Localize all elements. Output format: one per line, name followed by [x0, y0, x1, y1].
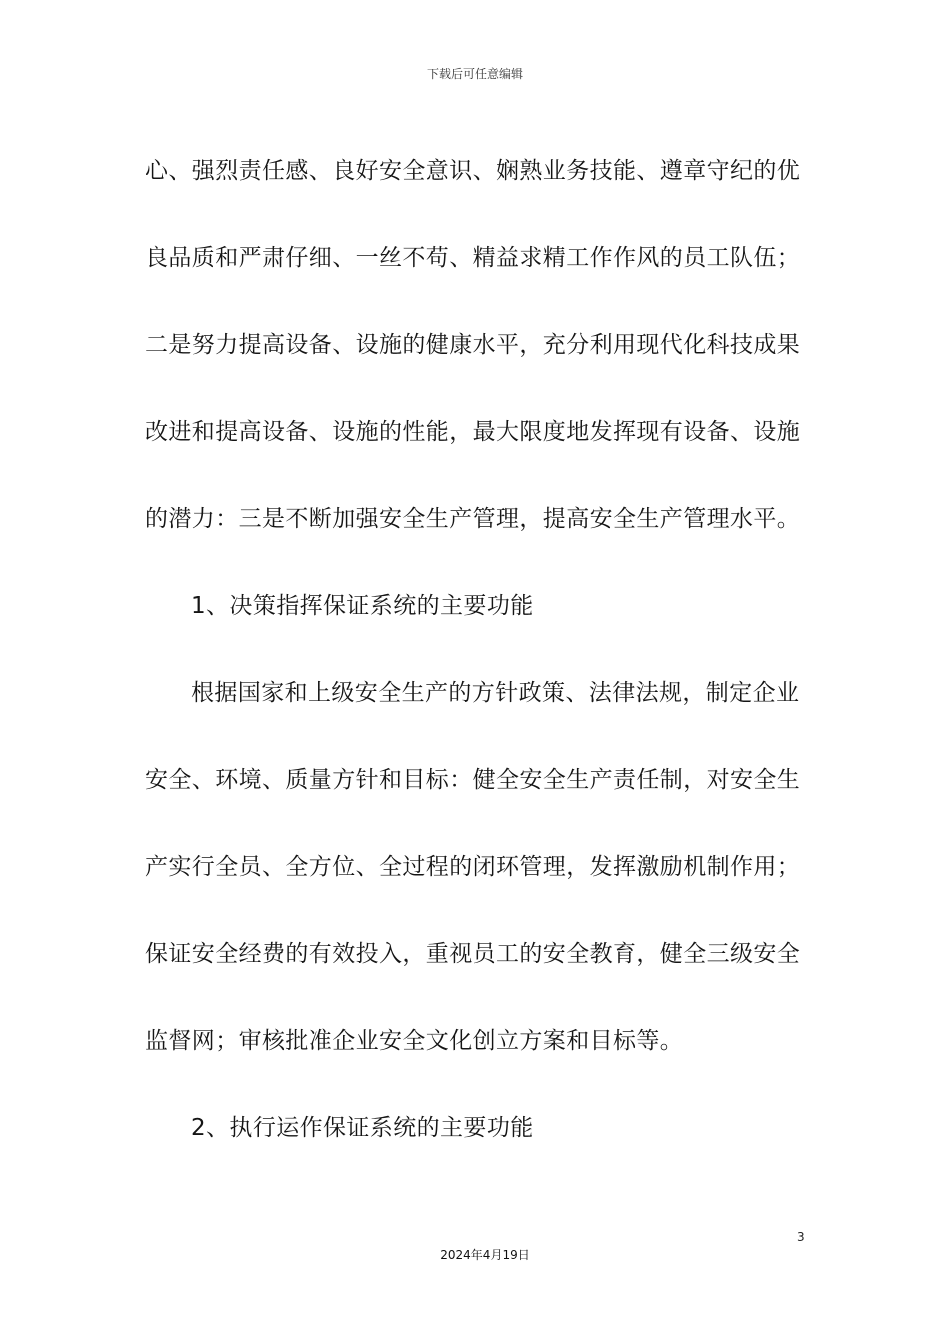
body-line-9: 产实行全员、全方位、全过程的闭环管理，发挥激励机制作用；	[145, 854, 801, 880]
body-line-4: 改进和提高设备、设施的性能，最大限度地发挥现有设备、设施	[145, 419, 801, 445]
page-footer-date: 2024年4月19日	[440, 1248, 530, 1262]
body-line-10: 保证安全经费的有效投入，重视员工的安全教育，健全三级安全	[145, 941, 801, 967]
body-line-7: 根据国家和上级安全生产的方针政策、法律法规，制定企业	[191, 680, 800, 706]
section-heading-1: 1、决策指挥保证系统的主要功能	[191, 593, 534, 619]
body-line-2: 良品质和严肃仔细、一丝不苟、精益求精工作作风的员工队伍；	[145, 245, 801, 271]
page-header: 下载后可任意编辑	[426, 67, 523, 81]
body-line-3: 二是努力提高设备、设施的健康水平，充分利用现代化科技成果	[145, 332, 801, 358]
body-line-11: 监督网；审核批准企业安全文化创立方案和目标等。	[145, 1028, 684, 1054]
body-line-8: 安全、环境、质量方针和目标：健全安全生产责任制，对安全生	[145, 767, 801, 793]
document-body	[145, 128, 801, 1172]
page-number: 3	[797, 1230, 805, 1244]
body-line-5: 的潜力：三是不断加强安全生产管理，提高安全生产管理水平。	[145, 506, 801, 532]
section-heading-2: 2、执行运作保证系统的主要功能	[191, 1115, 534, 1141]
body-line-1: 心、强烈责任感、良好安全意识、娴熟业务技能、遵章守纪的优	[145, 158, 801, 184]
